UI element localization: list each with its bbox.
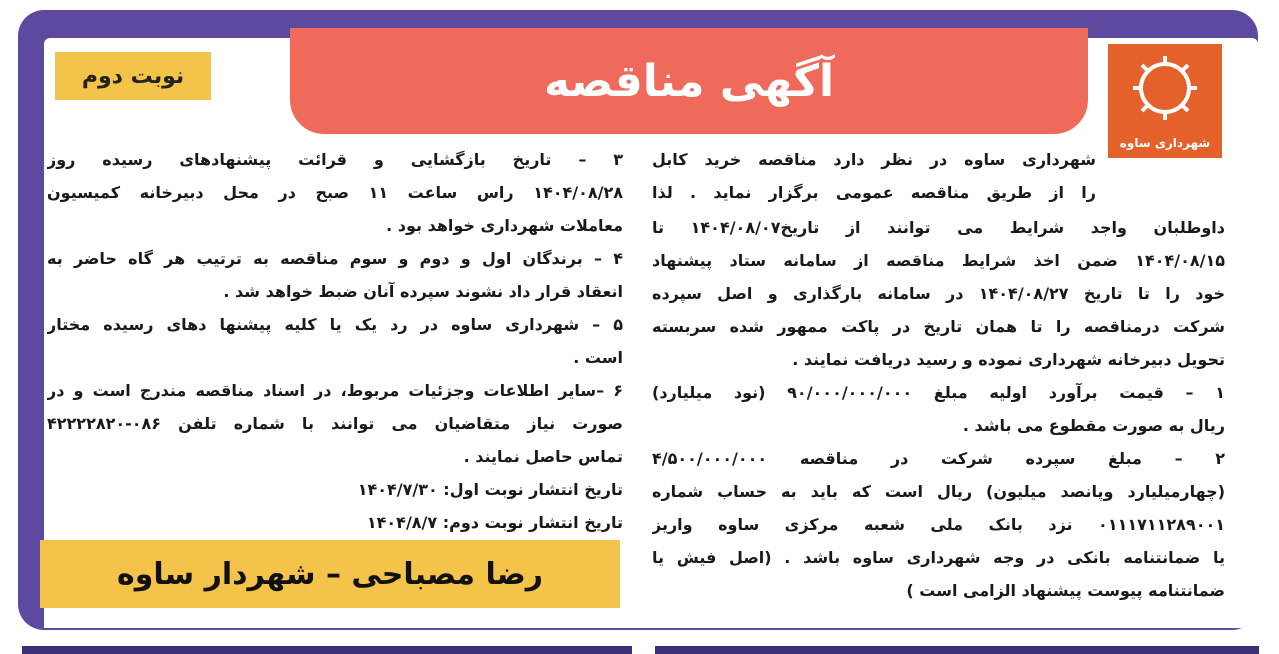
emblem-icon bbox=[1125, 50, 1205, 126]
municipality-logo bbox=[1108, 44, 1222, 158]
text-line: شهرداری ساوه در نظر دارد مناقصه خرید کابل bbox=[652, 150, 1096, 169]
right-column bbox=[652, 211, 1225, 607]
text-line: (چهارمیلیارد وپانصد میلیون) ریال است که باید به حساب شماره bbox=[652, 482, 1225, 501]
title-banner bbox=[290, 28, 1088, 134]
text-line: انعقاد قرار داد نشوند سپرده آنان ضبط خواهد شد . bbox=[223, 282, 623, 301]
text-line: صورت نیاز متقاضیان می توانند با شماره تلفن ۰۸۶-۴۲۲۲۲۸۲۰ bbox=[47, 414, 623, 433]
signature-box: رضا مصباحی – شهردار ساوه bbox=[40, 540, 620, 608]
text-line: ریال به صورت مقطوع می باشد . bbox=[962, 416, 1225, 435]
text-line: شرکت درمناقصه را تا همان تاریخ در پاکت ممهور شده سربسته bbox=[652, 317, 1225, 336]
text-line: ۵ – شهرداری ساوه در رد یک یا کلیه پیشنها دهای رسیده مختار bbox=[47, 315, 623, 334]
text-line: داوطلبان واجد شرایط می توانند از تاریخ۱۴۰۴/۰۸/۰۷ تا bbox=[652, 218, 1225, 237]
text-line: تماس حاصل نمایند . bbox=[463, 447, 623, 466]
text-line: ۱۴۰۴/۰۸/۲۸ راس ساعت ۱۱ صبح در محل دبیرخانه کمیسیون bbox=[47, 183, 623, 202]
text-line: ۲ – مبلغ سپرده شرکت در مناقصه ۴/۵۰۰/۰۰۰/۰۰۰ bbox=[652, 449, 1225, 468]
text-line: ۱ – قیمت برآورد اولیه مبلغ ۹۰/۰۰۰/۰۰۰/۰۰۰ (نود میلیارد) bbox=[652, 383, 1225, 402]
intro-text bbox=[652, 143, 1096, 209]
text-line: خود را تا تاریخ ۱۴۰۴/۰۸/۲۷ در سامانه بارگذاری و اصل سپرده bbox=[652, 284, 1225, 303]
text-line: ضمانتنامه پیوست پیشنهاد الزامی است ) bbox=[906, 581, 1225, 600]
text-line: است . bbox=[573, 348, 623, 367]
text-line: تاریخ انتشار نوبت دوم: ۱۴۰۴/۸/۷ bbox=[366, 513, 623, 532]
divider bbox=[22, 646, 632, 654]
logo-label: شهرداری ساوه bbox=[1119, 136, 1211, 150]
left-column bbox=[47, 143, 623, 539]
text-line: ۶ –سایر اطلاعات وجزئیات مربوط، در اسناد مناقصه مندرج است و در bbox=[47, 381, 623, 400]
text-line: ۴ – برندگان اول و دوم و سوم مناقصه به ترتیب هر گاه حاضر به bbox=[47, 249, 623, 268]
text-line: ۰۱۱۱۷۱۱۲۸۹۰۰۱ نزد بانک ملی شعبه مرکزی ساوه واریز bbox=[652, 515, 1225, 534]
divider bbox=[655, 646, 1259, 654]
text-line: ۱۴۰۴/۰۸/۱۵ ضمن اخذ شرایط مناقصه از سامانه ستاد پیشنهاد bbox=[652, 251, 1225, 270]
round-badge: نوبت دوم bbox=[55, 52, 211, 100]
text-line: تاریخ انتشار نوبت اول: ۱۴۰۴/۷/۳۰ bbox=[357, 480, 623, 499]
text-line: معاملات شهرداری خواهد بود . bbox=[386, 216, 623, 235]
text-line: تحویل دبیرخانه شهرداری نموده و رسید دریافت نمایند . bbox=[792, 350, 1225, 369]
text-line: را از طریق مناقصه عمومی برگزار نماید . لذا bbox=[652, 183, 1096, 202]
text-line: ۳ – تاریخ بازگشایی و قرائت پیشنهادهای رسیده روز bbox=[47, 150, 623, 169]
page-title: آگهی مناقصه bbox=[543, 55, 835, 107]
text-line: یا ضمانتنامه بانکی در وجه شهرداری ساوه باشد . (اصل فیش یا bbox=[652, 548, 1225, 567]
